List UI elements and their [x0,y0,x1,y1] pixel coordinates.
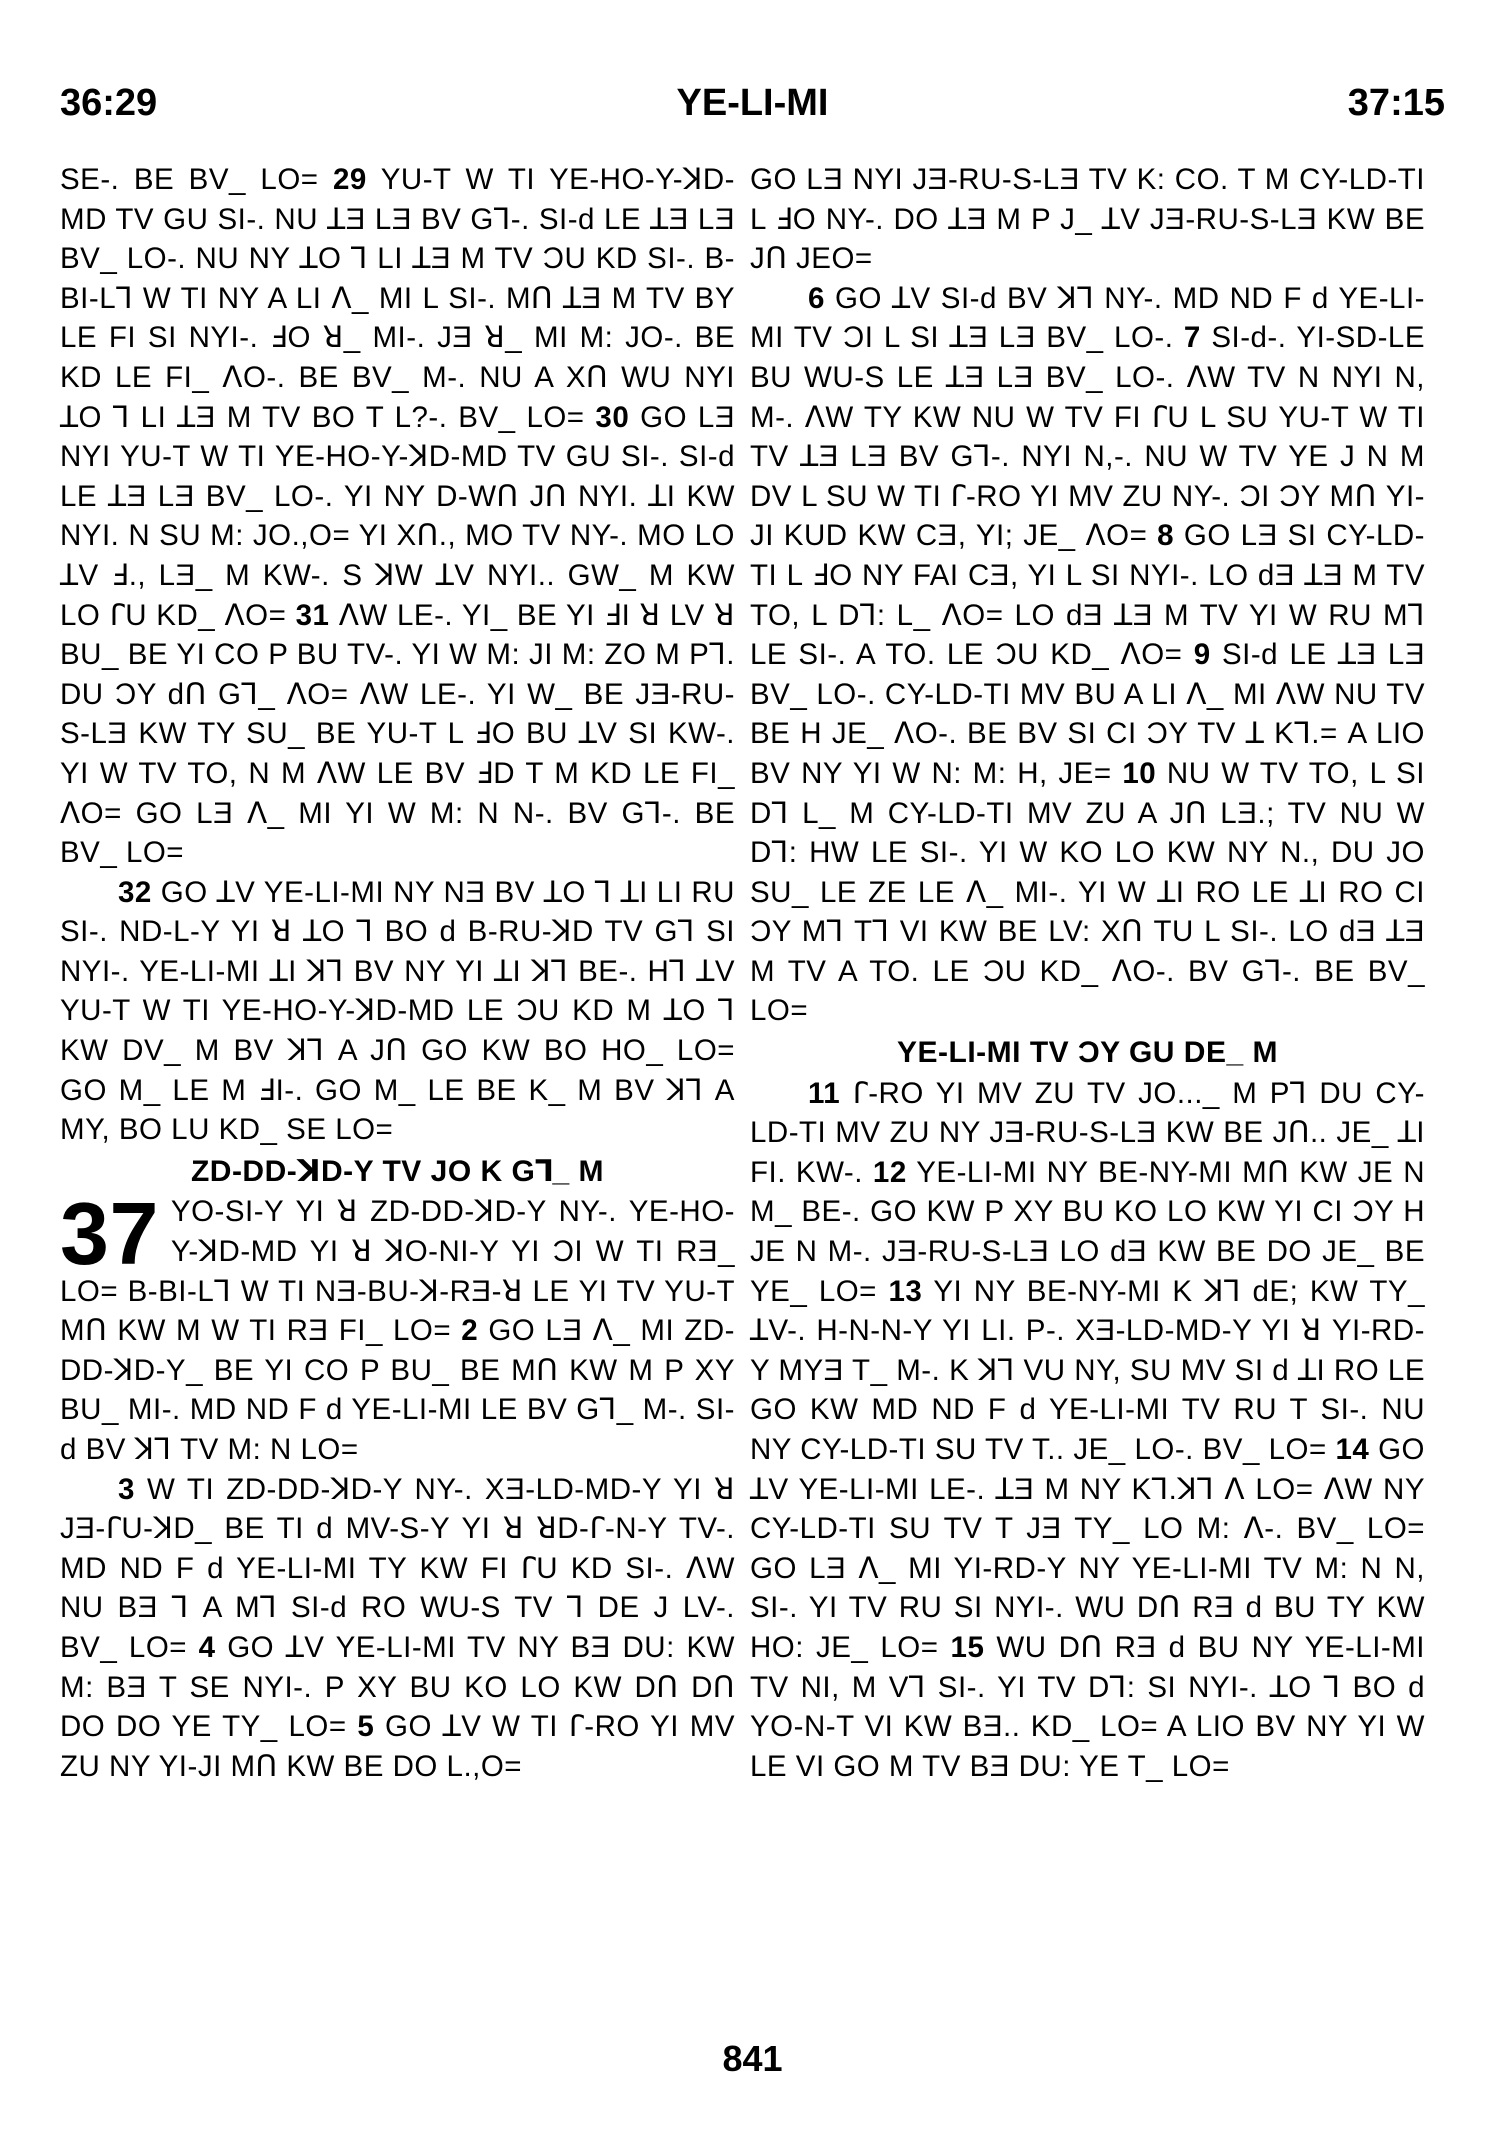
chapter-number: 37 [60,1184,159,1284]
left-column [60,160,735,1786]
paragraph [750,279,1425,1031]
verse-number: 11 [808,1076,841,1110]
verse-number: 13 [888,1274,923,1308]
verse-text: YI NY BE-NY-MI K ꓘꓶ dE; KW TY_ ꓕV-. H-N-N-Y YI LI. P-. XƎ-LD-MD-Y YI ꓤ YI-RD-Y MYƎ T_ M-. K ꓘꓶ VU NY, SU MV SI d ꓕI RO LE GO KW MD ND F d YE-LI-MI TV RU T SI-. NU NY CY-LD-TI SU TV T.. JE_ LO-. BV_ LO= [750,1274,1425,1466]
header-book-title: YE-LI-MI [676,82,829,124]
verse-text: GO LƎ NYI YU-T W TI YE-HO-Y-ꓘD-MD TV GU SI-. SI-d LE ꓕƎ LƎ BV_ LO-. YI NY D-Wꓵ Jꓵ NYI. ꓕI KW NYI. N SU M: JO.,O= YI Xꓵ., MO TV NY-. MO LO ꓕV ꓞ., LƎ_ M KW-. S ꓘW ꓕV NYI.. GW_ M KW LO ꓩU KD_ ꓥO= [60,400,735,632]
paragraph [60,1184,735,1469]
verse-number: 7 [1183,321,1201,355]
paragraph [750,1074,1425,1787]
paragraph [60,160,735,873]
verse-number: 10 [1122,756,1157,790]
paragraph [60,873,735,1150]
verse-text: GO ꓕV YE-LI-MI TV NY BƎ DU: KW M: BƎ T SE NYI-. P XY BU KO LO KW Dꓵ Dꓵ DO DO YE TY_ LO= [60,1630,735,1744]
verse-text: GO ꓕV YE-LI-MI LE-. ꓕƎ M NY Kꓶ.ꓘꓶ ꓥ LO= ꓥW NY CY-LD-TI SU TV T JƎ TY_ LO M: ꓥ-. BV_ LO= GO LƎ ꓥ_ MI YI-RD-Y NY YE-LI-MI TV M: N N, SI-. YI TV RU SI NYI-. WU Dꓵ RƎ d BU TY KW HO: JE_ LO= [750,1433,1426,1664]
page-header [60,82,1445,132]
verse-number: 8 [1157,519,1175,553]
verse-text: YU-T W TI YE-HO-Y-ꓘD-MD TV GU SI-. NU ꓕƎ LƎ BV Gꓶ-. SI-d LE ꓕƎ LƎ BV_ LO-. NU NY ꓕO ꓶ LI ꓕƎ M TV ƆU KD SI-. B-BI-Lꓶ W TI NY A LI ꓥ_ MI L SI-. Mꓵ ꓕƎ M TV BY LE FI SI NYI-. ꓞO ꓤ_ MI-. JƎ ꓤ_ MI M: JO-. BE KD LE FI_ ꓥO-. BE BV_ M-. NU A Xꓵ WU NYI ꓕO ꓶ LI ꓕƎ M TV BO T L?-. BV_ LO= [60,163,735,434]
verse-number: 9 [1193,638,1211,672]
header-reference-start: 36:29 [60,82,158,124]
verse-number: 3 [118,1472,135,1506]
verse-text: GO ꓕV YE-LI-MI NY NƎ BV ꓕO ꓶ ꓕI LI RU SI-. ND-L-Y YI ꓤ ꓕO ꓶ BO d B-RU-ꓘD TV Gꓶ SI NYI-. YE-LI-MI ꓕI ꓘꓶ BV NY YI ꓕI ꓘꓶ BE-. Hꓶ ꓕV YU-T W TI YE-HO-Y-ꓘD-MD LE ƆU KD M ꓕO ꓶ KW DV_ M BV ꓘꓶ A Jꓵ GO KW BO HO_ LO= GO M_ LE M ꓞI-. GO M_ LE BE K_ M BV ꓘꓶ A MY, BO LU KD_ SE LO= [60,875,735,1147]
paragraph [60,1470,735,1787]
verse-text: NU W TV TO, L SI Dꓶ L_ M CY-LD-TI MV ZU A Jꓵ LƎ.; TV NU W Dꓶ: HW LE SI-. YI W KO LO KW NY N., DU JO SU_ LE ZE LE ꓥ_ MI-. YI W ꓕI RO LE ꓕI RO CI ƆY Mꓶ Tꓶ VI KW BE LV: Xꓵ TU L SI-. LO dƎ ꓕƎ M TV A TO. LE ƆU KD_ ꓥO-. BV Gꓶ-. BE BV_ LO= [750,756,1425,1028]
verse-number: 6 [808,281,825,315]
verse-text: YE-LI-MI NY BE-NY-MI Mꓵ KW JE N M_ BE-. GO KW P XY BU KO LO KW YI CI ƆY H JE N M-. JƎ-RU-S-LƎ LO dƎ KW BE DO JE_ BE YE_ LO= [750,1155,1425,1308]
verse-text: GO LƎ NYI JƎ-RU-S-LƎ TV K: CO. T M CY-LD-TI L ꓞO NY-. DO ꓕƎ M P J_ ꓕV JƎ-RU-S-LƎ KW BE Jꓵ JEO= [750,163,1425,276]
verse-text: WU Dꓵ RƎ d BU NY YE-LI-MI TV NI, M Vꓶ SI-. YI TV Dꓶ: SI NYI-. ꓕO ꓶ BO d YO-N-T VI KW BƎ.. KD_ LO= A LIO BV NY YI W LE VI GO M TV BƎ DU: YE T_ LO= [750,1630,1425,1783]
section-heading: ZD-DD-ꓘD-Y TV JO K Gꓶ_ M [190,1154,605,1188]
verse-number: 4 [198,1630,216,1664]
paragraph [750,160,1425,279]
verse-text: YO-SI-Y YI ꓤ ZD-DD-ꓘD-Y NY-. YE-HO-Y-ꓘD-MD YI ꓤ ꓘO-NI-Y YI ƆI W TI RƎ_ LO= B-BI-Lꓶ W TI NƎ-BU-ꓘ-RƎ-ꓤ LE YI TV YU-T Mꓵ KW M W TI RƎ FI_ LO= [60,1195,735,1348]
verse-text: GO ꓕV W TI ꓩ-RO YI MV ZU NY YI-JI Mꓵ KW BE DO L.,O= [60,1710,736,1783]
verse-number: 31 [295,598,330,632]
header-reference-end: 37:15 [1347,82,1445,124]
verse-text: GO ꓕV SI-d BV ꓘꓶ NY-. MD ND F d YE-LI-MI TV ƆI L SI ꓕƎ LƎ BV_ LO-. [750,281,1425,355]
verse-number: 30 [595,400,630,434]
page-number: 841 [722,2038,783,2079]
verse-number: 29 [332,163,367,196]
verse-number: 2 [461,1314,479,1348]
verse-text: SI-d LE ꓕƎ LƎ BV_ LO-. CY-LD-TI MV BU A LI ꓥ_ MI ꓥW NU TV BE H JE_ ꓥO-. BE BV SI CI ƆY TV ꓕ Kꓶ.= A LIO BV NY YI W N: M: H, JE= [750,638,1425,790]
verse-text: GO LƎ SI CY-LD-TI L ꓞO NY FAI CƎ, YI L SI NYI-. LO dƎ ꓕƎ M TV TO, L Dꓶ: L_ ꓥO= LO dƎ ꓕƎ M TV YI W RU Mꓶ LE SI-. A TO. LE ƆU KD_ ꓥO= [750,519,1425,672]
verse-text: SI-d-. YI-SD-LE BU WU-S LE ꓕƎ LƎ BV_ LO-. ꓥW TV N NYI N, M-. ꓥW TY KW NU W TV FI ꓩU L SU YU-T W TI TV ꓕƎ LƎ BV Gꓶ-. NYI N,-. NU W TV YE J N M DV L SU W TI ꓩ-RO YI MV ZU NY-. ƆI ƆY Mꓵ YI-JI KUD KW CƎ, YI; JE_ ꓥO= [750,321,1425,553]
chapter-start [60,1184,735,1469]
verse-text: SE-. BE BV_ LO= [60,163,333,196]
verse-number: 12 [872,1155,907,1189]
verse-text: GO LƎ ꓥ_ MI ZD-DD-ꓘD-Y_ BE YI CO P BU_ BE Mꓵ KW M P XY BU_ MI-. MD ND F d YE-LI-MI LE BV Gꓶ_ M-. SI-d BV ꓘꓶ TV M: N LO= [60,1314,735,1466]
verse-text: ꓥW LE-. YI_ BE YI ꓞI ꓤ LV ꓤ BU_ BE YI CO P BU TV-. YI W M: JI M: ZO M Pꓶ. DU ƆY dꓵ Gꓶ_ ꓥO= ꓥW LE-. YI W_ BE JƎ-RU-S-LƎ KW TY SU_ BE YU-T L ꓞO BU ꓕV SI KW-. YI W TV TO, N M ꓥW LE BV ꓞD T M KD LE FI_ ꓥO= GO LƎ ꓥ_ MI YI W M: N N-. BV Gꓶ-. BE BV_ LO= [60,598,735,870]
right-column [750,160,1425,1786]
verse-text: ꓩ-RO YI MV ZU TV JO..._ M Pꓶ DU CY-LD-TI MV ZU NY JƎ-RU-S-LƎ KW BE Jꓵ.. JE_ ꓕI FI. KW-. [750,1076,1425,1189]
verse-number: 32 [118,875,152,909]
verse-number: 5 [357,1710,375,1744]
verse-number: 14 [1335,1433,1370,1466]
verse-number: 15 [950,1630,985,1664]
verse-text: W TI ZD-DD-ꓘD-Y NY-. XƎ-LD-MD-Y YI ꓤ JƎ-ꓩU-ꓘD_ BE TI d MV-S-Y YI ꓤ ꓤD-ꓩ-N-Y TV-. MD ND F d YE-LI-MI TY KW FI ꓩU KD SI-. ꓥW NU BƎ ꓶ A Mꓶ SI-d RO WU-S TV ꓶ DE J LV-. BV_ LO= [60,1472,735,1664]
section-heading: YE-LI-MI TV ƆY GU DE_ M [897,1036,1278,1070]
